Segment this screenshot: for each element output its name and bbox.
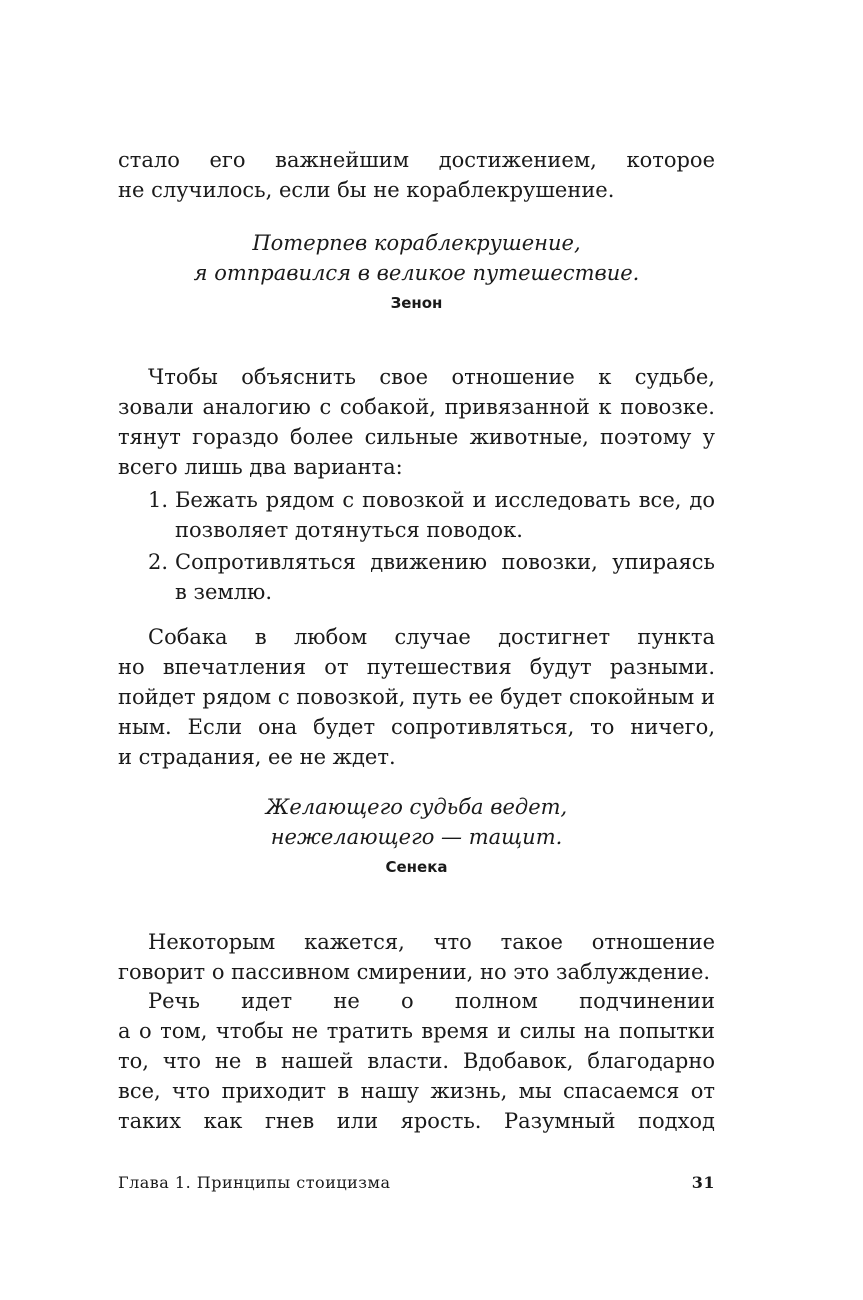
- page-footer: [118, 1172, 715, 1194]
- text-line: таких как гнев или ярость. Разумный подход: [118, 1109, 715, 1133]
- text-line: не случилось, если бы не кораблекрушение.: [118, 178, 615, 202]
- text-line: позволяет дотянуться поводок.: [175, 518, 523, 542]
- quote-line: я отправился в великое путешествие.: [193, 261, 640, 285]
- text-line: но впечатления от путешествия будут разными.: [118, 655, 715, 679]
- quote-author: Сенека: [385, 858, 448, 876]
- list-number: 2.: [148, 550, 169, 574]
- paragraph-destination: [118, 622, 715, 772]
- text-line: тянут гораздо более сильные животные, поэтому у: [118, 425, 715, 449]
- paragraph-dog: [118, 362, 715, 482]
- quote-author: Зенон: [390, 294, 443, 312]
- text-line: а о том, чтобы не тратить время и силы на попытки: [118, 1019, 715, 1043]
- text-line: говорит о пассивном смирении, но это заблуждение.: [118, 960, 711, 984]
- quote-line: Желающего судьба ведет,: [265, 795, 568, 819]
- text-line: все, что приходит в нашу жизнь, мы спасаемся от: [118, 1079, 715, 1103]
- list-item: [118, 547, 715, 607]
- text-line: Некоторым кажется, что такое отношение: [148, 930, 715, 954]
- page-number: 31: [691, 1173, 715, 1192]
- text-line: Речь идет не о полном подчинении: [148, 989, 715, 1013]
- quote-seneca: [118, 792, 715, 878]
- text-line: стало его важнейшим достижением, которое: [118, 148, 715, 172]
- text-line: зовали аналогию с собакой, привязанной к повозке.: [118, 395, 715, 419]
- paragraph-passive: [118, 927, 715, 987]
- text-line: то, что не в нашей власти. Вдобавок, благодарно: [118, 1049, 715, 1073]
- text-line: в землю.: [175, 580, 273, 604]
- text-line: и страдания, ее не ждет.: [118, 745, 396, 769]
- text-line: ным. Если она будет сопротивляться, то ничего,: [118, 715, 715, 739]
- options-list: [118, 485, 715, 607]
- text-line: Сопротивляться движению повозки, упираясь: [175, 550, 715, 574]
- text-line: всего лишь два варианта:: [118, 455, 403, 479]
- text-line: Собака в любом случае достигнет пункта: [148, 625, 715, 649]
- quote-line: Потерпев кораблекрушение,: [252, 231, 581, 255]
- chapter-title: Глава 1. Принципы стоицизма: [118, 1173, 391, 1192]
- text-line: Чтобы объяснить свое отношение к судьбе,: [148, 365, 715, 389]
- list-item: [118, 485, 715, 545]
- list-number: 1.: [148, 488, 169, 512]
- text-line: пойдет рядом с повозкой, путь ее будет спокойным и: [118, 685, 715, 709]
- text-line: Бежать рядом с повозкой и исследовать все, до: [175, 488, 715, 512]
- quote-line: нежелающего — тащит.: [270, 825, 563, 849]
- paragraph-top: [118, 145, 715, 205]
- paragraph-speech: [118, 986, 715, 1136]
- quote-zeno: [118, 228, 715, 314]
